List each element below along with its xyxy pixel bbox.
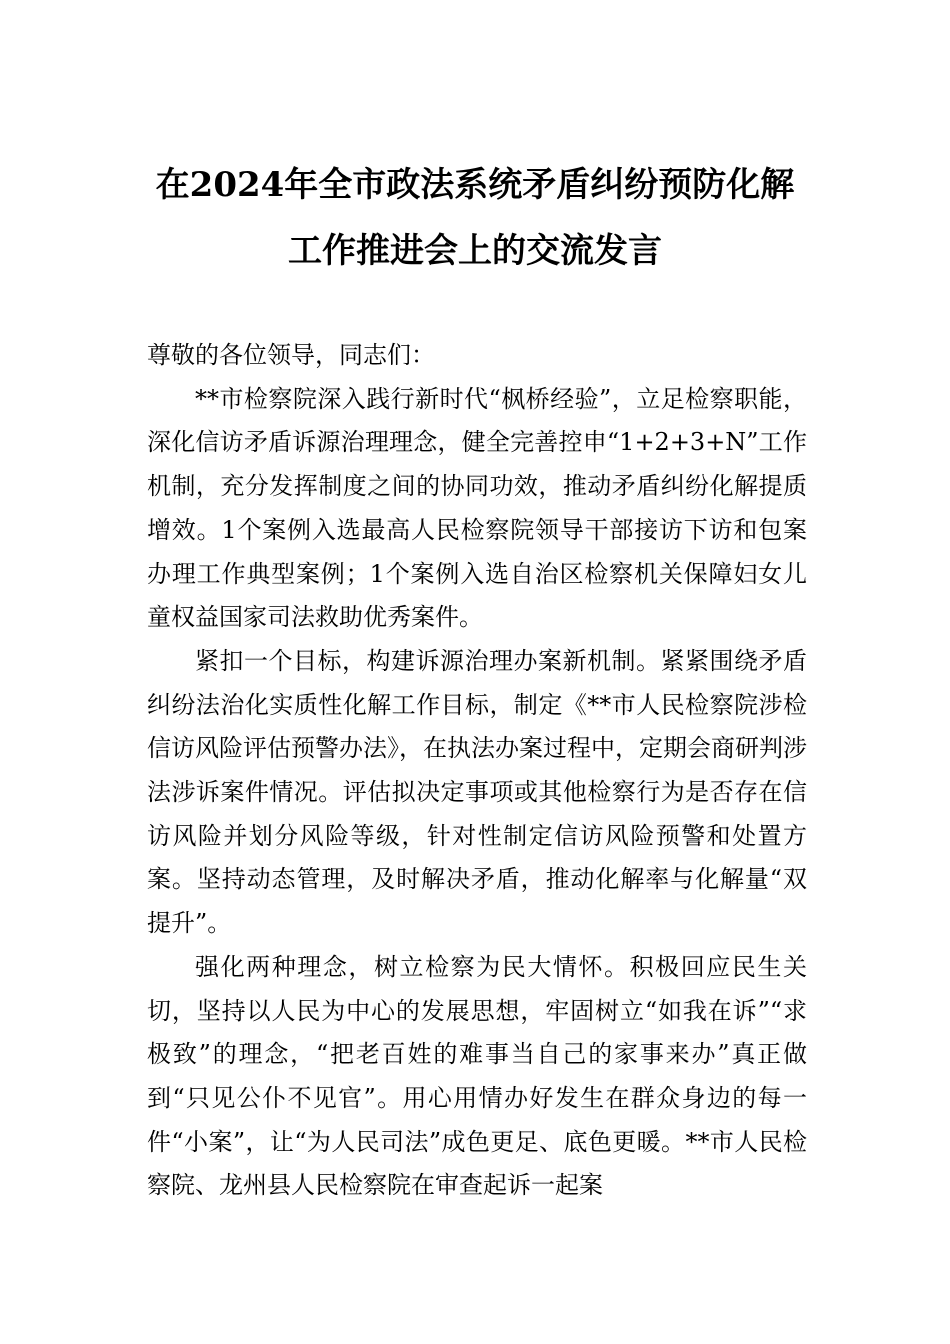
salutation: 尊敬的各位领导，同志们： [147,341,435,369]
document-title-line-1: 在2024年全市政法系统矛盾纠纷预防化解 [155,165,795,205]
paragraph-intro: **市检察院深入践行新时代“枫桥经验”，立足检察职能，深化信访矛盾诉源治理理念，健全完善控申“1+2+3+N”工作机制，充分发挥制度之间的协同功效，推动矛盾纠纷化解提质增效。1个案例入选最高人民检察院领导干部接访下访和包案办理工作典型案例；1个案例入选自治区检察机关保障妇女儿童权益国家司法救助优秀案件。 [147,384,807,632]
paragraph-concepts: 强化两种理念，树立检察为民大情怀。积极回应民生关切，坚持以人民为中心的发展思想，牢固树立“如我在诉”“求极致”的理念，“把老百姓的难事当自己的家事来办”真正做到“只见公仆不见官”。用心用情办好发生在群众身边的每一件“小案”，让“为人民司法”成色更足、底色更暖。**市人民检察院、龙州县人民检察院在审查起诉一起案 [147,952,807,1200]
paragraph-goal: 紧扣一个目标，构建诉源治理办案新机制。紧紧围绕矛盾纠纷法治化实质性化解工作目标，制定《**市人民检察院涉检信访风险评估预警办法》，在执法办案过程中，定期会商研判涉法涉诉案件情况。评估拟决定事项或其他检察行为是否存在信访风险并划分风险等级，针对性制定信访风险预警和处置方案。坚持动态管理，及时解决矛盾，推动化解率与化解量“双提升”。 [147,646,807,938]
document-body [147,334,807,1208]
document-title-line-2: 工作推进会上的交流发言 [288,231,662,271]
